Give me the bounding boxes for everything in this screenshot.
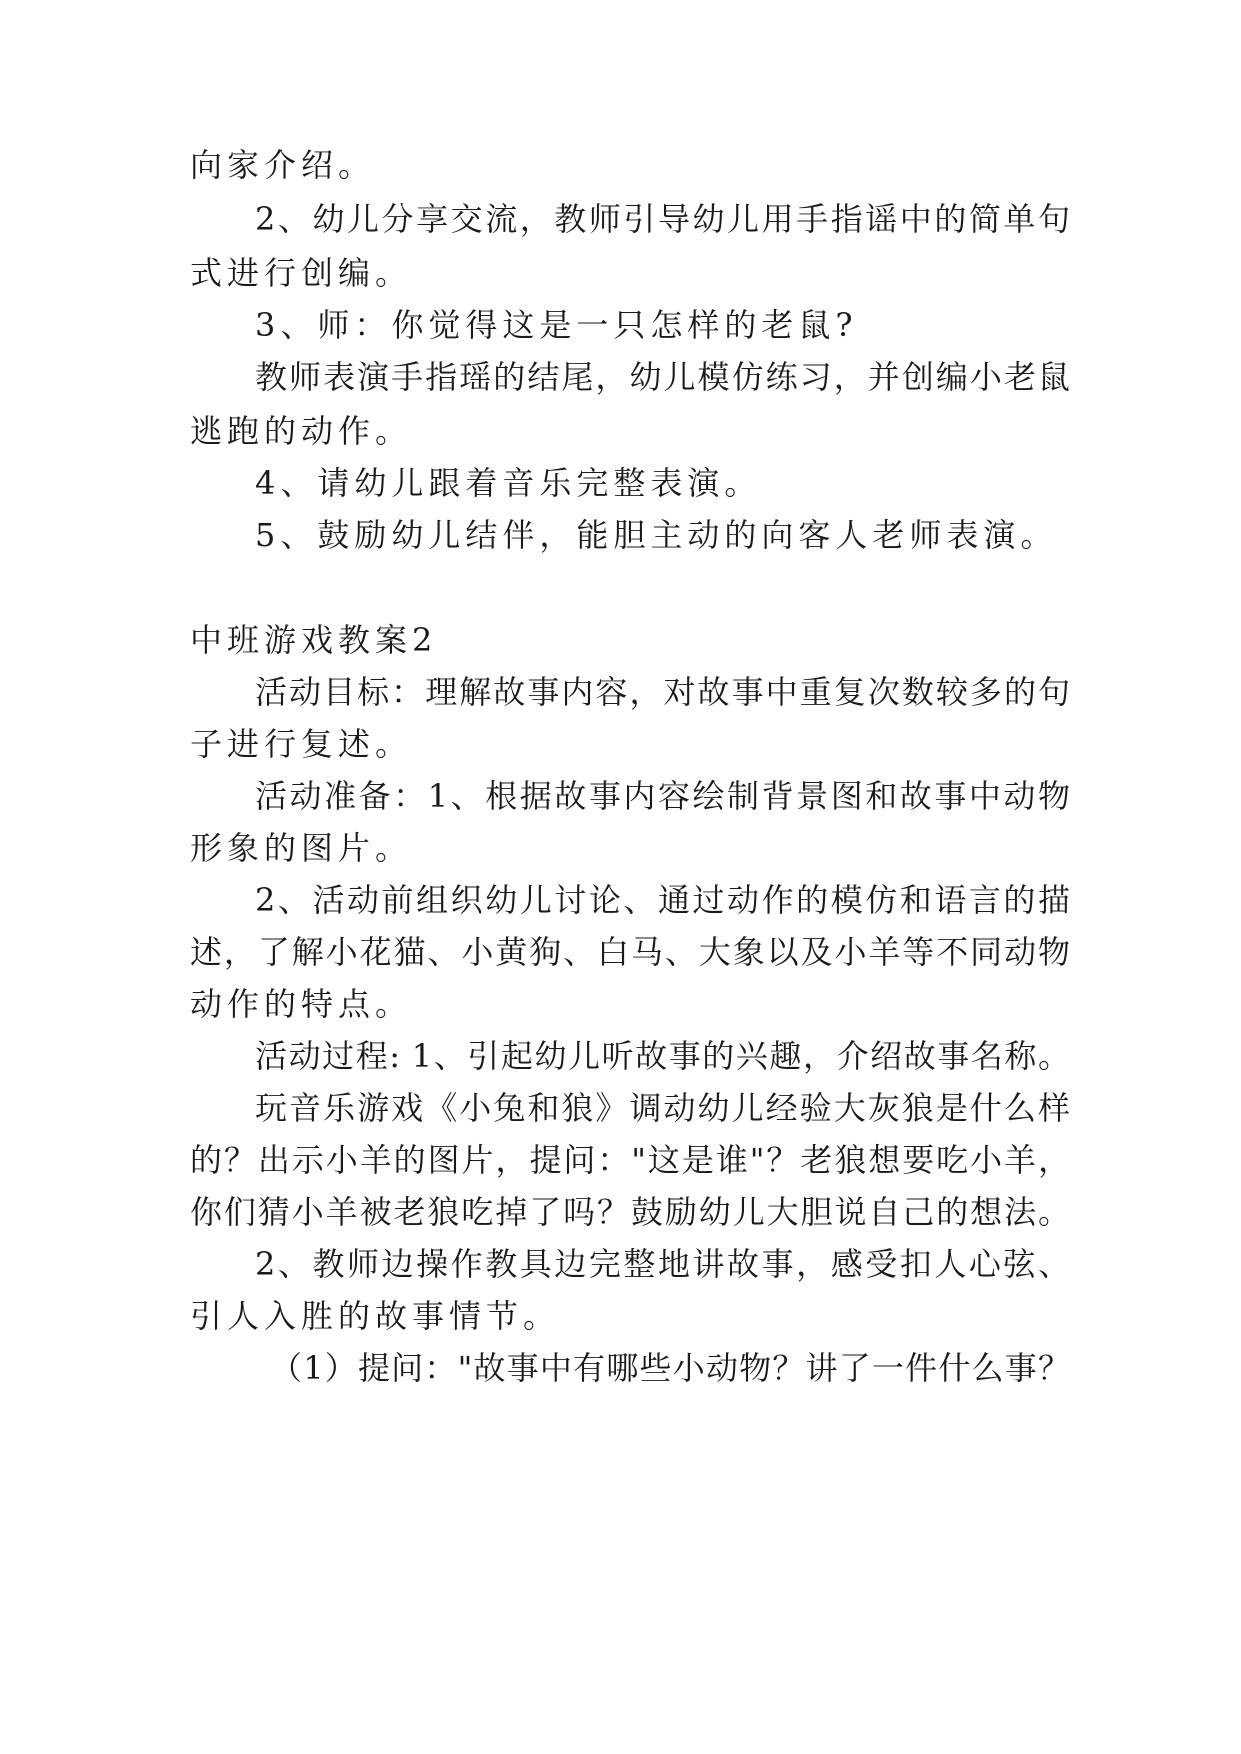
text-line: 2、教师边操作教具边完整地讲故事，感受扣人心弦、 [255,1245,1070,1283]
section-title: 中班游戏教案2 [190,621,438,659]
text-line: 形象的图片。 [190,829,413,867]
text-line: 4、请幼儿跟着音乐完整表演。 [255,464,762,502]
text-line: 3、师：你觉得这是一只怎样的老鼠? [255,306,858,344]
text-line: 子进行复述。 [190,725,413,763]
text-line: 2、活动前组织幼儿讨论、通过动作的模仿和语言的描 [255,881,1070,919]
text-line: 活动过程: 1、引起幼儿听故事的兴趣，介绍故事名称。 [255,1037,1070,1075]
text-line: 向家介绍。 [190,146,376,184]
text-line: 逃跑的动作。 [190,412,413,450]
text-line: 教师表演手指瑶的结尾，幼儿模仿练习，并创编小老鼠 [255,358,1070,396]
text-line: 活动目标：理解故事内容，对故事中重复次数较多的句 [255,673,1070,711]
text-line: 动作的特点。 [190,985,413,1023]
text-line: 5、鼓励幼儿结伴，能胆主动的向客人老师表演。 [255,516,1058,554]
text-line: 引人入胜的故事情节。 [190,1297,561,1335]
text-line: 式进行创编。 [190,254,413,292]
text-line: 活动准备：1、根据故事内容绘制背景图和故事中动物 [255,777,1070,815]
text-line: 2、幼儿分享交流，教师引导幼儿用手指谣中的简单句 [255,200,1070,238]
text-line: 的？出示小羊的图片，提问："这是谁"？老狼想要吃小羊， [190,1141,1070,1179]
text-line: 玩音乐游戏《小兔和狼》调动幼儿经验大灰狼是什么样 [255,1089,1070,1127]
text-line: （1）提问："故事中有哪些小动物？讲了一件什么事？ [270,1349,1070,1387]
text-line: 述，了解小花猫、小黄狗、白马、大象以及小羊等不同动物 [190,933,1070,971]
text-line: 你们猜小羊被老狼吃掉了吗？鼓励幼儿大胆说自己的想法。 [190,1193,1070,1231]
